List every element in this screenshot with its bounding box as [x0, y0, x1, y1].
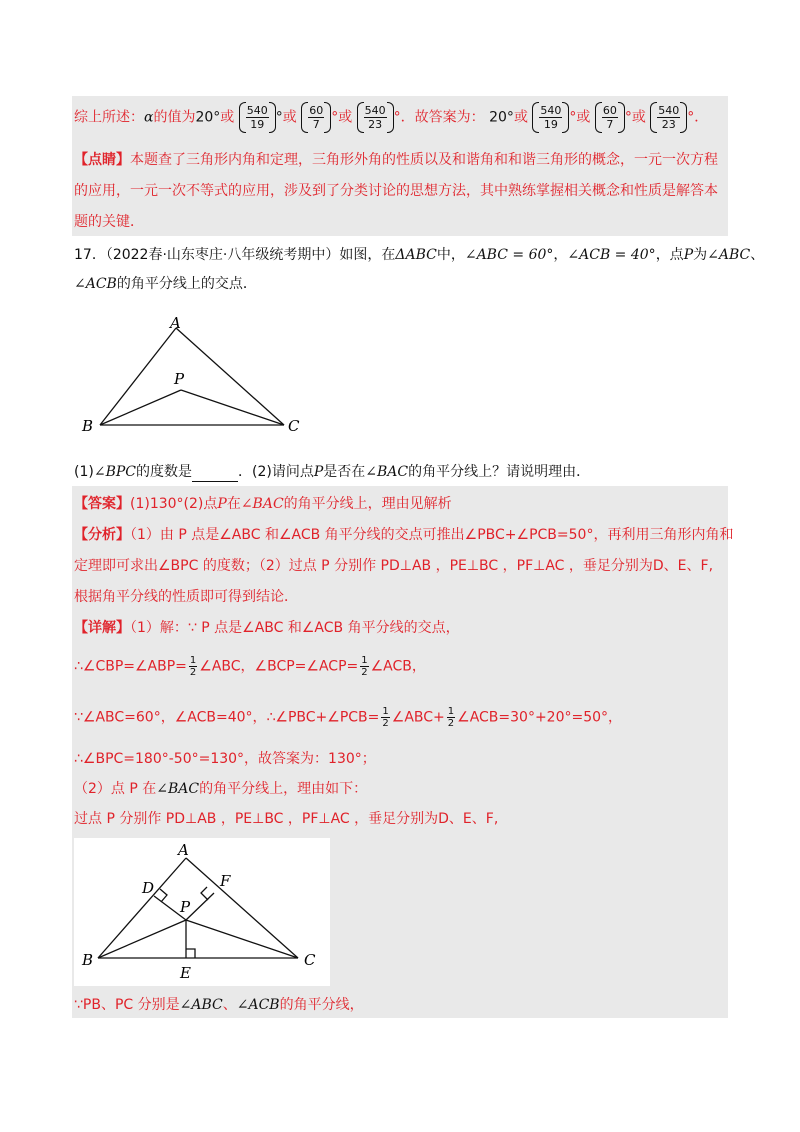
detail-line-6: 过点 P 分别作 PD⊥AB ，PE⊥BC ，PF⊥AC ，垂足分别为D、E、F,: [74, 811, 499, 827]
answer-line: 【答案】(1)130°(2)点P在∠BAC的角平分线上，理由见解析: [74, 496, 452, 512]
fraction-half: $\frac{1}{2}$: [189, 655, 197, 678]
fraction-half: $\frac{1}{2}$: [361, 655, 368, 678]
label-B: B: [82, 951, 94, 969]
segment-PF: [186, 893, 214, 920]
segment-AC: [176, 328, 284, 425]
segment-PC: [186, 920, 298, 958]
comment-line-2: 的应用，一元一次不等式的应用，涉及到了分类讨论的思想方法，其中熟练掌握相关概念和性质是解答本: [74, 183, 718, 199]
problem-statement-line-1: 17．（2022春·山东枣庄·八年级统考期中）如图，在ΔABC中，∠ABC = 60°，∠ACB = 40°，点P为∠ABC、: [74, 247, 765, 263]
fraction-540-19: $\frac{540}{19}$: [239, 104, 276, 131]
detail-line-1: 【详解】（1）解：∵ P 点是∠ABC 和∠ACB 角平分线的交点，: [74, 620, 460, 636]
analysis-line-3: 根据角平分线的性质即可得到结论．: [74, 589, 298, 605]
answer-blank: [192, 467, 238, 482]
segment-AC: [186, 858, 298, 958]
fraction-540-23: $\frac{540}{23}$: [357, 104, 394, 131]
label-P: P: [180, 898, 191, 916]
fraction-540-19-b: $\frac{540}{19}$: [532, 104, 569, 131]
problem-statement-line-2: ∠ACB的角平分线上的交点．: [74, 276, 257, 292]
segment-PC: [181, 390, 284, 425]
label-D: D: [142, 879, 155, 897]
fraction-60-7-b: $\frac{60}{7}$: [595, 104, 625, 131]
fraction-half: $\frac{1}{2}$: [447, 706, 455, 729]
label-C: C: [304, 951, 316, 969]
triangle-figure-2: [74, 838, 330, 986]
comment-line-1: 【点睛】本题查了三角形内角和定理，三角形外角的性质以及和谐角和和谐三角形的概念，一元一次方程: [74, 152, 718, 168]
label-F: F: [220, 872, 231, 890]
fraction-half: $\frac{1}{2}$: [382, 706, 389, 729]
detail-line-3: ∵∠ABC=60°，∠ACB=40°，∴∠PBC+∠PCB= $\frac{1}{2}$ ∠ABC+ $\frac{1}{2}$ ∠ACB=30°+20°=50°，: [74, 706, 623, 729]
label-A: A: [170, 314, 181, 332]
label-B: B: [82, 417, 94, 435]
label-C: C: [288, 417, 300, 435]
question-line: (1)∠BPC的度数是 ．(2)请问点P是否在∠BAC的角平分线上？请说明理由．: [74, 464, 591, 480]
triangle-figure-1: [78, 310, 318, 440]
detail-line-5: （2）点 P 在∠BAC的角平分线上，理由如下：: [74, 781, 368, 797]
detail-line-7: ∵PB、PC 分别是∠ABC、∠ACB的角平分线，: [74, 997, 364, 1013]
analysis-line-1: 【分析】（1）由 P 点是∠ABC 和∠ACB 角平分线的交点可推出∠PBC+∠PCB=50°，再利用三角形内角和: [74, 527, 734, 543]
summary-line: 综上所述：α的值为20°或 $\frac{540}{19}$ °或 $\frac{60}{7}$ °或 $\frac{540}{23}$ °．故答案为： 20°或 $\frac{540}{19}$ °或 $\frac{60}{7}$ °或 $\frac{540}{23}$ °．: [74, 104, 709, 131]
segment-PB: [98, 920, 186, 958]
label-A: A: [178, 841, 189, 859]
right-angle-F: [201, 887, 208, 900]
segment-AB: [98, 858, 186, 958]
fraction-60-7: $\frac{60}{7}$: [301, 104, 331, 131]
comment-line-3: 题的关键．: [74, 214, 144, 230]
analysis-line-2: 定理即可求出∠BPC 的度数；（2）过点 P 分别作 PD⊥AB ，PE⊥BC ，PF⊥AC ，垂足分别为D、E、F,: [74, 558, 714, 574]
segment-AB: [100, 328, 176, 425]
fraction-540-23-b: $\frac{540}{23}$: [650, 104, 687, 131]
label-E: E: [180, 964, 191, 982]
label-P: P: [174, 370, 185, 388]
detail-line-2: ∴∠CBP=∠ABP= $\frac{1}{2}$ ∠ABC，∠BCP=∠ACP= $\frac{1}{2}$ ∠ACB，: [74, 655, 426, 678]
segment-PB: [100, 390, 181, 425]
right-angle-E: [186, 949, 195, 958]
right-angle-D: [160, 889, 167, 902]
detail-line-4: ∴∠BPC=180°-50°=130°，故答案为：130°；: [74, 751, 376, 767]
